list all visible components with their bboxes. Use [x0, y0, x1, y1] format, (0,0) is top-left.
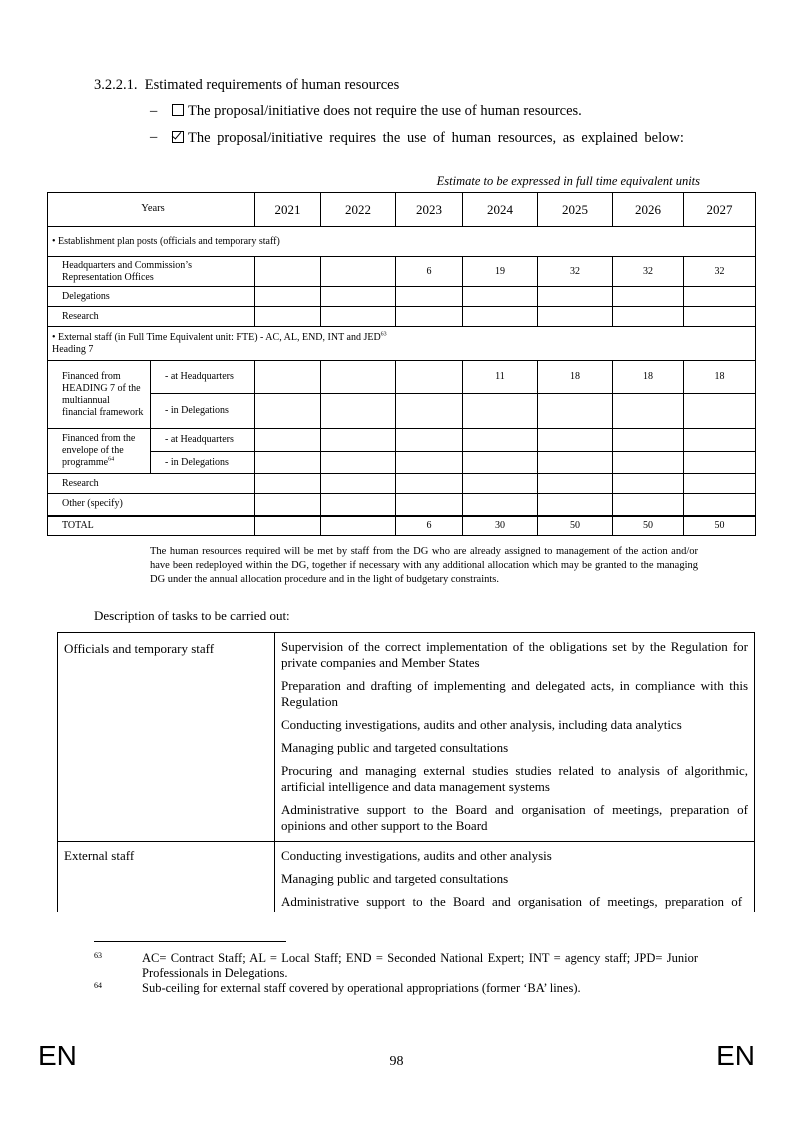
- table-row: [48, 452, 756, 474]
- external-header: [48, 327, 756, 361]
- task-item: Procuring and managing external studies studies related to analysis of algorithmic, artificial intelligence and data management systems: [281, 763, 748, 794]
- table-row: [48, 474, 756, 494]
- cell-value: [321, 494, 396, 516]
- cell-value: 50: [613, 516, 684, 536]
- cell-value: 32: [684, 257, 756, 287]
- table-row: [48, 361, 756, 394]
- table-row: [48, 429, 756, 452]
- cell-value: 18: [613, 361, 684, 394]
- option-text: The proposal/initiative requires the use of human resources, as explained below:: [188, 130, 684, 146]
- row-label: Headquarters and Commission’s Representation Offices: [48, 257, 255, 287]
- cell-value: 18: [684, 361, 756, 394]
- cell-value: [538, 287, 613, 307]
- table-row: [48, 494, 756, 516]
- row-label: - in Delegations: [151, 452, 255, 474]
- external-subheader: Heading 7: [52, 343, 94, 355]
- cell-value: [321, 287, 396, 307]
- cell-value: [396, 361, 463, 394]
- total-row: [48, 516, 756, 536]
- table-row: [48, 394, 756, 429]
- cell-value: [684, 452, 756, 474]
- footnote-number: 64: [94, 981, 102, 990]
- footer-language-left: EN: [38, 1040, 77, 1071]
- cell-value: [255, 516, 321, 536]
- cell-value: [255, 474, 321, 494]
- cell-value: [396, 307, 463, 327]
- cell-value: 11: [463, 361, 538, 394]
- cell-value: [463, 452, 538, 474]
- option-no-hr: [150, 103, 710, 121]
- cell-value: 6: [396, 516, 463, 536]
- cell-value: [463, 429, 538, 452]
- cell-value: [396, 494, 463, 516]
- cell-value: [684, 494, 756, 516]
- cell-value: 32: [613, 257, 684, 287]
- task-category: Officials and temporary staff: [58, 633, 275, 842]
- cell-value: [613, 452, 684, 474]
- table-row: [48, 287, 756, 307]
- row-label: - in Delegations: [151, 394, 255, 429]
- footnote: [94, 981, 704, 997]
- task-item: Preparation and drafting of implementing and delegated acts, in compliance with this Regulation: [281, 678, 748, 709]
- footnote-ref: 63: [380, 331, 387, 338]
- table-row: [48, 257, 756, 287]
- cell-value: [463, 494, 538, 516]
- cell-value: 18: [538, 361, 613, 394]
- cell-value: [463, 394, 538, 429]
- row-label: Research: [48, 474, 255, 494]
- cell-value: [255, 394, 321, 429]
- option-dash: –: [150, 129, 158, 145]
- cell-value: [684, 307, 756, 327]
- cell-value: [396, 452, 463, 474]
- cell-value: [684, 287, 756, 307]
- footnote-text: AC= Contract Staff; AL = Local Staff; END = Seconded National Expert; INT = agency staff; JPD= Junior Professionals in Delegations.: [142, 951, 698, 980]
- cell-value: [321, 429, 396, 452]
- row-group-label: [48, 429, 151, 474]
- cell-value: [255, 494, 321, 516]
- cell-value: [396, 287, 463, 307]
- cell-value: 30: [463, 516, 538, 536]
- cell-value: [396, 394, 463, 429]
- hr-note: The human resources required will be met by staff from the DG who are already assigned to management of the action and/or have been redeployed within the DG, together if necessary with any additional allocation which may be granted to the managing DG under the annual allocation procedure and in the light of budgetary constraints.: [150, 546, 698, 585]
- year-header: 2027: [684, 193, 756, 227]
- section-title: Estimated requirements of human resources: [144, 77, 400, 93]
- cell-value: [255, 287, 321, 307]
- checkbox-checked-icon: [172, 131, 184, 143]
- cell-value: 6: [396, 257, 463, 287]
- task-list: [275, 842, 755, 913]
- cell-value: [321, 452, 396, 474]
- external-header-text: • External staff (in Full Time Equivalent unit: FTE) - AC, AL, END, INT and JED: [52, 331, 381, 343]
- footnote-text: Sub-ceiling for external staff covered by operational appropriations (former ‘BA’ lines).: [142, 981, 581, 995]
- task-list: [275, 633, 755, 842]
- cell-value: [538, 474, 613, 494]
- cell-value: [538, 394, 613, 429]
- cell-value: [684, 429, 756, 452]
- cell-value: [255, 452, 321, 474]
- year-header: 2026: [613, 193, 684, 227]
- footnote-divider: [94, 941, 286, 942]
- years-label: Years: [48, 193, 255, 227]
- tasks-label: Description of tasks to be carried out:: [94, 608, 290, 623]
- option-text: The proposal/initiative does not require the use of human resources.: [188, 103, 582, 119]
- year-header: 2023: [396, 193, 463, 227]
- row-label: Other (specify): [48, 494, 255, 516]
- row-label: - at Headquarters: [151, 429, 255, 452]
- years-header-row: [48, 193, 756, 227]
- cell-value: [463, 474, 538, 494]
- cell-value: [321, 474, 396, 494]
- year-header: 2021: [255, 193, 321, 227]
- cell-value: [255, 307, 321, 327]
- footer-language-right: EN: [716, 1040, 755, 1071]
- human-resources-table: [47, 192, 756, 536]
- row-group-label-text: Financed from the envelope of the programme: [62, 433, 136, 468]
- cell-value: [321, 361, 396, 394]
- cell-value: 32: [538, 257, 613, 287]
- cell-value: [321, 394, 396, 429]
- cell-value: [613, 307, 684, 327]
- cell-value: [321, 516, 396, 536]
- cell-value: 19: [463, 257, 538, 287]
- cell-value: [538, 307, 613, 327]
- cell-value: [396, 474, 463, 494]
- table-row: [58, 842, 755, 913]
- cell-value: [321, 257, 396, 287]
- table-row: [58, 633, 755, 842]
- task-item: Supervision of the correct implementation of the obligations set by the Regulation for private companies and Member States: [281, 639, 748, 670]
- cell-value: [538, 429, 613, 452]
- year-header: 2024: [463, 193, 538, 227]
- footnote: [94, 951, 704, 981]
- establishment-header: • Establishment plan posts (officials and temporary staff): [48, 227, 756, 257]
- section-heading: [94, 77, 399, 94]
- section-number: 3.2.2.1.: [94, 77, 138, 93]
- task-item: Managing public and targeted consultations: [281, 871, 509, 886]
- task-category: External staff: [58, 842, 275, 913]
- cell-value: [255, 429, 321, 452]
- row-label: Delegations: [48, 287, 255, 307]
- task-item: Managing public and targeted consultations: [281, 740, 509, 755]
- option-dash: –: [150, 103, 158, 119]
- cell-value: [321, 307, 396, 327]
- row-label: TOTAL: [48, 516, 255, 536]
- task-item: Conducting investigations, audits and other analysis: [281, 848, 552, 863]
- external-header-row: [48, 327, 756, 361]
- tasks-table: [57, 632, 755, 912]
- establishment-header-row: [48, 227, 756, 257]
- row-label: Research: [48, 307, 255, 327]
- cell-value: [684, 394, 756, 429]
- row-group-label: Financed from HEADING 7 of the multiannual financial framework: [48, 361, 151, 429]
- row-label: - at Headquarters: [151, 361, 255, 394]
- cell-value: 50: [684, 516, 756, 536]
- cell-value: [538, 452, 613, 474]
- cell-value: [613, 287, 684, 307]
- checkbox-unchecked-icon: [172, 104, 184, 116]
- cell-value: [396, 429, 463, 452]
- cell-value: [463, 287, 538, 307]
- option-requires-hr: [150, 129, 698, 165]
- year-header: 2025: [538, 193, 613, 227]
- page-number: 98: [389, 1054, 404, 1069]
- cell-value: [684, 474, 756, 494]
- task-item: Administrative support to the Board and organisation of meetings, preparation of opinions and other support to the Board: [281, 802, 748, 833]
- task-item: Administrative support to the Board and organisation of meetings, preparation of: [281, 894, 743, 909]
- cell-value: [255, 257, 321, 287]
- cell-value: [613, 429, 684, 452]
- estimate-note: Estimate to be expressed in full time equivalent units: [436, 174, 700, 188]
- cell-value: [463, 307, 538, 327]
- year-header: 2022: [321, 193, 396, 227]
- cell-value: [255, 361, 321, 394]
- table-row: [48, 307, 756, 327]
- footnote-number: 63: [94, 951, 102, 960]
- cell-value: [613, 494, 684, 516]
- cell-value: [613, 474, 684, 494]
- cell-value: [613, 394, 684, 429]
- task-item: Conducting investigations, audits and other analysis, including data analytics: [281, 717, 682, 732]
- cell-value: [538, 494, 613, 516]
- footnote-ref: 64: [108, 456, 115, 463]
- cell-value: 50: [538, 516, 613, 536]
